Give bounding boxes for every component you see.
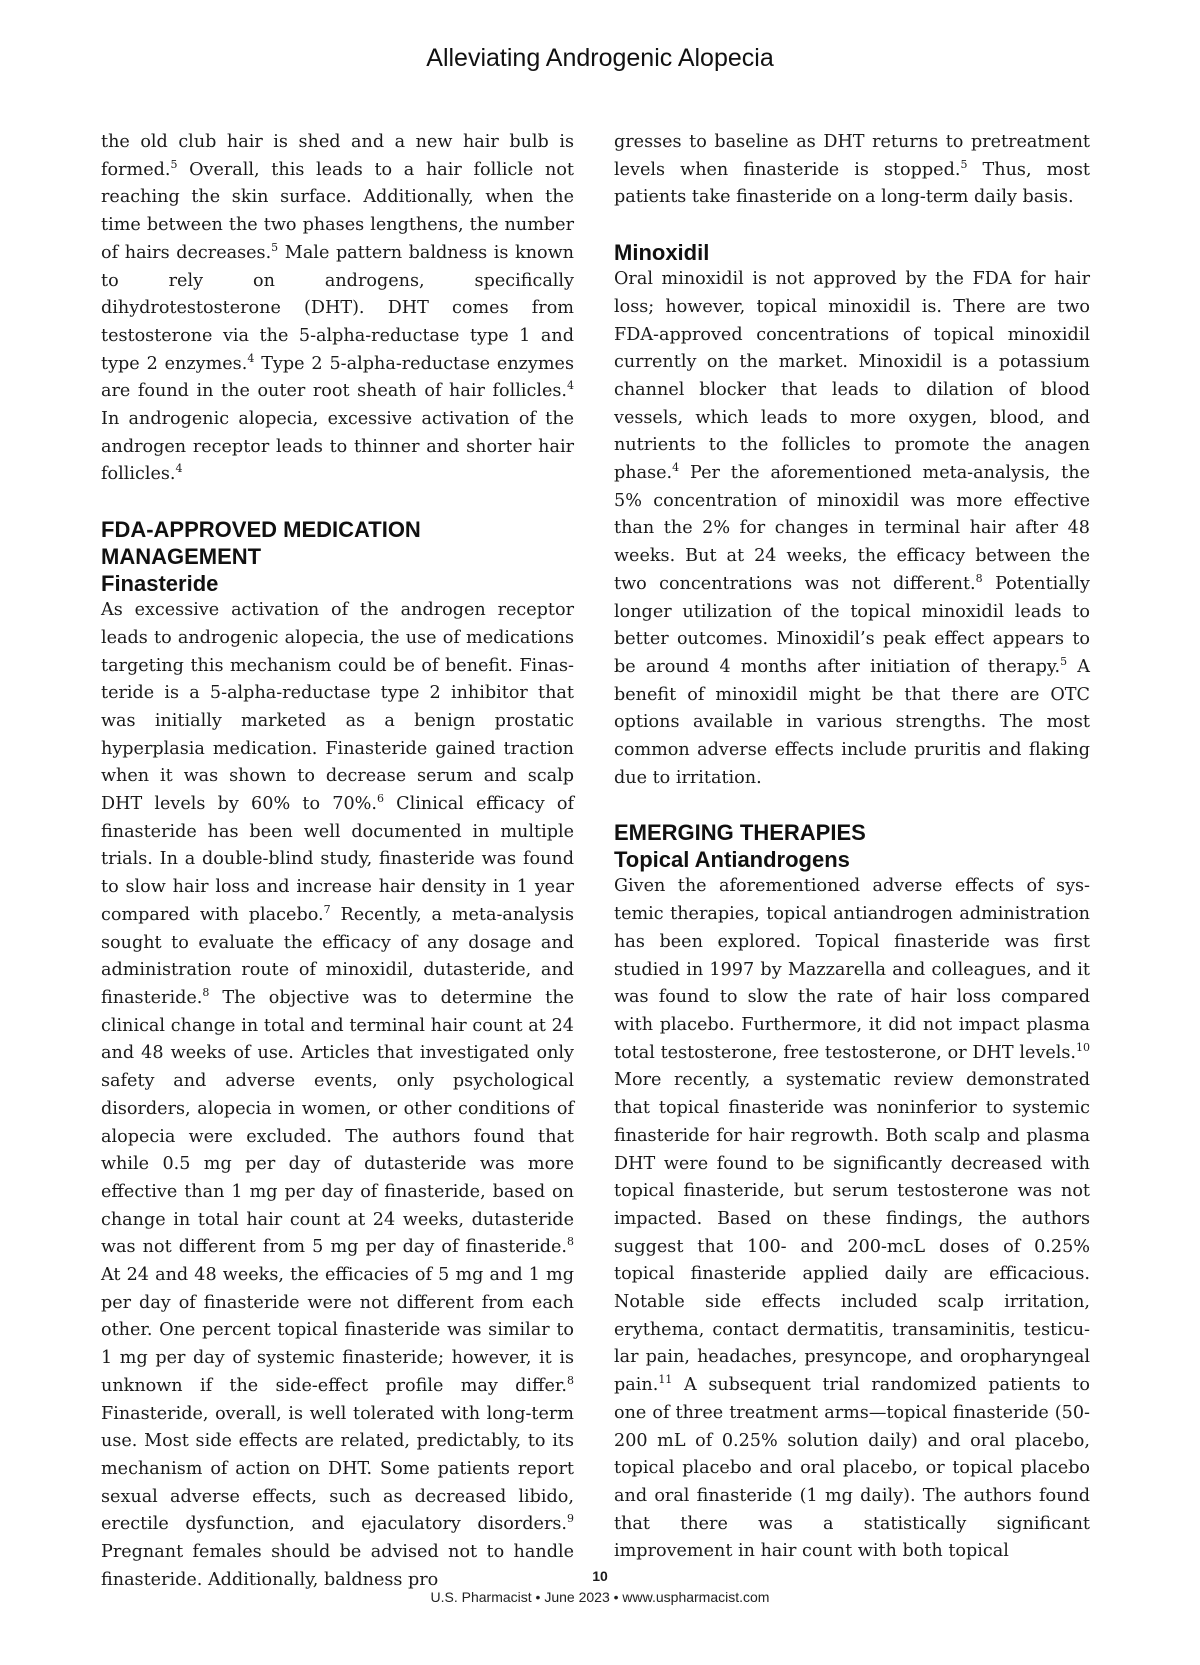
text: Type 2 5-alpha-reductase enzymes are found in the outer root sheath of hair follicles. xyxy=(101,353,574,402)
subheading-topical-antiandrogens: Topical Antiandrogens xyxy=(614,847,850,873)
paragraph-minoxidil xyxy=(614,266,1090,792)
running-header: Alleviating Androgenic Alopecia xyxy=(426,44,774,72)
text: The objective was to determine the clinical change in total and terminal hair count at 24 and 48 weeks of use. Articles that investigated only safety and adverse events, only psychological disorders, alopecia in women, or other conditions of alopecia were excluded. The authors found that while 0.5 mg per day of dutasteride was more effective than 1 mg per day of finasteride, based on change in total hair count at 24 weeks, dutasteride was not different from 5 mg per day of finasteride. xyxy=(101,987,574,1258)
text: Finasteride, overall, is well tolerated with long-term use. Most side effects are related, predictably, to its mechanism of action on DHT. Some patients report sexual adverse effects, such as decreased libido, erectile dysfunction, and ejaculatory disorders. xyxy=(101,1403,574,1535)
citation-ref: 8 xyxy=(567,1235,574,1249)
text: Clinical efficacy of finasteride has been well documented in multiple trials. In a double-blind study, finasteride was found to slow hair loss and increase hair density in 1 year compared with placebo. xyxy=(101,794,575,925)
text: Given the aforementioned adverse effects of systemic therapies, topical antiandrogen administration has been explored. Topical finasteride was first studied in 1997 by Mazzarella and colleagues, and it was found to slow the rate of hair loss compared with placebo. Furthermore, it did not impact plasma total testosterone, free testosterone, or DHT levels. xyxy=(614,876,1090,1063)
text: Thus, most patients take finasteride on a long-term daily basis. xyxy=(614,159,1090,208)
citation-ref: 4 xyxy=(567,379,574,393)
citation-ref: 7 xyxy=(323,903,331,917)
subheading-minoxidil: Minoxidil xyxy=(614,240,710,266)
citation-ref: 4 xyxy=(672,461,680,475)
paragraph-topical-antiandrogens xyxy=(614,873,1090,1566)
citation-ref: 11 xyxy=(658,1373,673,1387)
paragraph-hair-cycle xyxy=(101,129,574,489)
text: gresses to baseline as DHT returns to pretreatment levels when finasteride is stopped. xyxy=(614,132,1090,180)
citation-ref: 9 xyxy=(567,1512,574,1526)
text: A subsequent trial randomized patients to one of three treatment arms—topical finasteride (50-200 mL of 0.25% solution daily) and oral placebo, topical placebo and oral placebo, or topical placebo and oral finasteride (1 mg daily). The authors found that there was a statistically significant improvement in hair count with both topical xyxy=(614,1375,1090,1562)
citation-ref: 8 xyxy=(567,1373,574,1387)
citation-ref: 5 xyxy=(170,157,178,171)
text: the old club hair is shed and a new hair bulb is formed. xyxy=(101,132,574,180)
section-heading-fda: FDA-APPROVED MEDICATION MANAGEMENT xyxy=(101,517,421,570)
text: More recently, a systematic review demonstrated that topical finasteride was noninferior to systemic finasteride for hair regrowth. Both scalp and plasma DHT were found to be significantly decreased with topical finasteride, but serum testosterone was not impacted. Based on these findings, the authors suggest that 100- and 200-mcL doses of 0.25% topical finasteride applied daily are efficacious. Notable side effects included scalp irritation, erythema, contact dermatitis, transaminitis, testicular pain, headaches, presyncope, and oropharyngeal pain. xyxy=(614,1070,1090,1396)
right-column xyxy=(614,129,1090,1566)
citation-ref: 6 xyxy=(376,792,384,806)
text: Pregnant females should be advised not to handle finasteride. Additionally, baldness pro xyxy=(101,1542,574,1590)
citation-ref: 5 xyxy=(1060,655,1068,669)
citation-ref: 5 xyxy=(271,240,279,254)
citation-ref: 5 xyxy=(960,157,968,171)
citation-ref: 8 xyxy=(202,986,210,1000)
page-number: 10 xyxy=(592,1568,608,1584)
citation-ref: 10 xyxy=(1076,1040,1090,1054)
citation-ref: 8 xyxy=(975,571,983,585)
text: Male pattern baldness is known to rely on androgens, specifically dihydrotestosterone (DHT). DHT comes from testosterone via the 5-alpha-reductase type 1 and type 2 enzymes. xyxy=(101,242,575,374)
citation-ref: 4 xyxy=(175,462,183,476)
text: Potentially longer utilization of the topical minoxidil leads to better outcomes. Minoxidil’s peak effect appears to be around 4 months after initiation of therapy. xyxy=(614,573,1090,677)
text: In androgenic alopecia, excessive activation of the androgen receptor leads to thinner and shorter hair follicles. xyxy=(101,409,574,485)
text: Recently, a meta-analysis sought to evaluate the efficacy of any dosage and administration route of minoxidil, dutasteride, and finasteride. xyxy=(101,904,574,1008)
section-heading-emerging: EMERGING THERAPIES xyxy=(614,820,866,846)
text: As excessive activation of the androgen receptor leads to androgenic alopecia, the use of medications targeting this mechanism could be of benefit. Finasteride is a 5-alpha-reductase type 2 inhibitor that was initially marketed as a benign prostatic hyperplasia medication. Finasteride gained traction when it was shown to decrease serum and scalp DHT levels by 60% to 70%. xyxy=(101,600,574,815)
paragraph-finasteride xyxy=(101,597,574,1594)
text: Overall, this leads to a hair follicle not reaching the skin surface. Additionally, when the time between the two phases lengthens, the number of hairs decreases. xyxy=(101,159,574,263)
left-column xyxy=(101,129,574,1594)
text: Per the aforementioned meta-analysis, the 5% concentration of minoxidil was more effective than the 2% for changes in terminal hair after 48 weeks. But at 24 weeks, the efficacy between the two concentrations was not different. xyxy=(614,463,1090,594)
publication-footer: U.S. Pharmacist • June 2023 • www.uspharmacist.com xyxy=(430,1589,770,1605)
text: At 24 and 48 weeks, the efficacies of 5 mg and 1 mg per day of finasteride were not different from each other. One percent topical finasteride was similar to 1 mg per day of systemic finasteride; however, it is unknown if the side-effect profile may differ. xyxy=(101,1265,574,1396)
paragraph-finasteride-continued xyxy=(614,129,1090,212)
citation-ref: 4 xyxy=(247,351,255,365)
subheading-finasteride: Finasteride xyxy=(101,571,219,597)
text: Oral minoxidil is not approved by the FDA for hair loss; however, topical minoxidil is. There are two FDA-approved concentrations of topical minoxidil currently on the market. Minoxidil is a potassium channel blocker that leads to dilation of blood vessels, which leads to more oxygen, blood, and nutrients to the follicles to promote the anagen phase. xyxy=(614,269,1090,484)
text: A benefit of minoxidil might be that there are OTC options available in various strengths. The most common adverse effects include pruritis and flaking due to irritation. xyxy=(614,656,1090,788)
